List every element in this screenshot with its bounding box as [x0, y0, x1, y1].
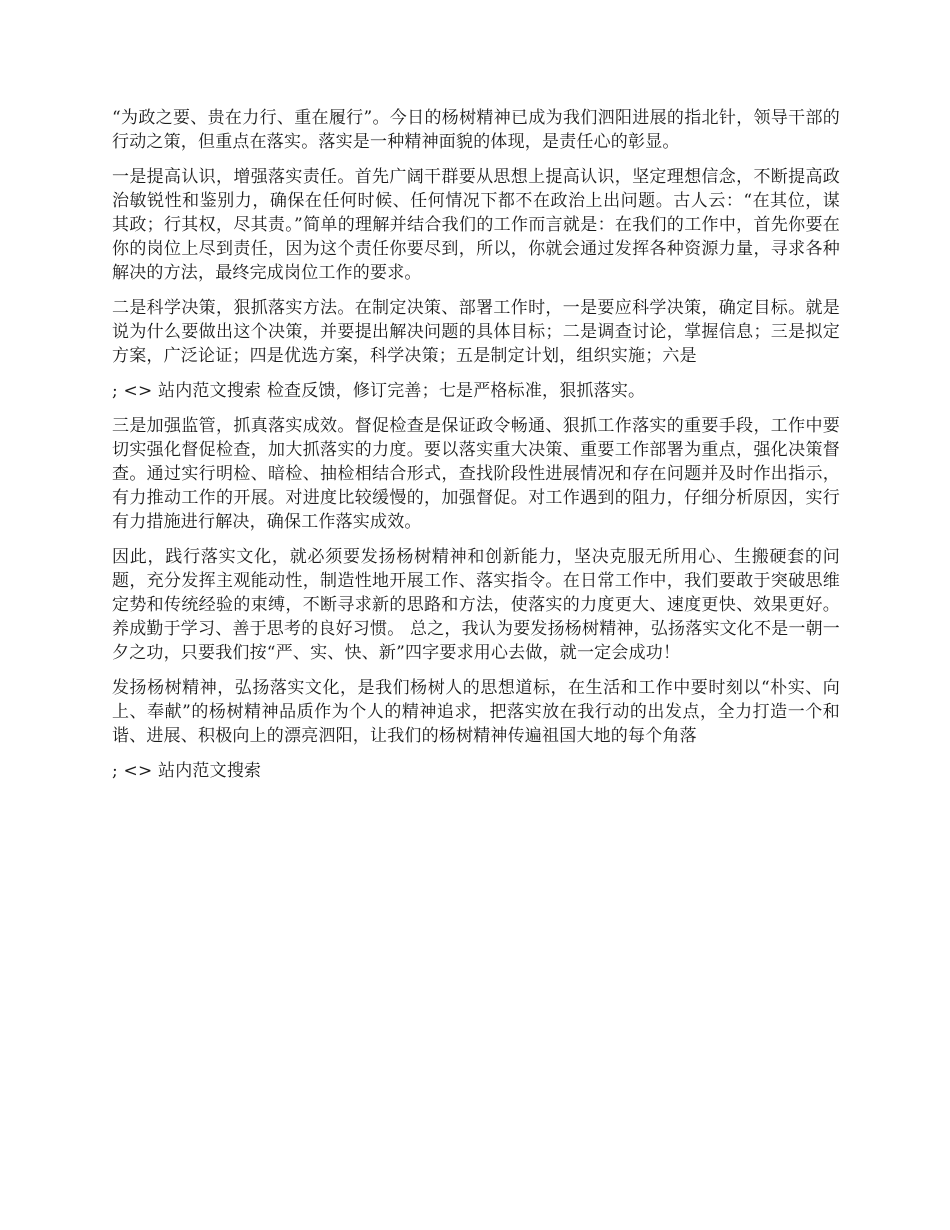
paragraph-intro: “为政之要、贵在力行、重在履行”。今日的杨树精神已成为我们泗阳进展的指北针，领导干部的行动之策，但重点在落实。落实是一种精神面貌的体现，是责任心的彰显。 — [112, 108, 840, 152]
paragraph-search-footer: ; <> 站内范文搜索 — [112, 761, 262, 781]
paragraph-conclusion: 因此，践行落实文化，就必须要发扬杨树精神和创新能力，坚决克服无所用心、生搬硬套的问题，充分发挥主观能动性，制造性地开展工作、落实指令。在日常工作中，我们要敢于突破思维定势和传统经验的束缚，不断寻求新的思路和方法，使落实的力度更大、速度更快、效果更好。养成勤于学习、善于思考的良好习惯。 总之，我认为要发扬杨树精神，弘扬落实文化不是一朝一夕之功，只要我们按“严、实、快、新”四字要求用心去做，就一定会成功！ — [112, 547, 841, 663]
paragraph-point-three: 三是加强监管，抓真落实成效。督促检查是保证政令畅通、狠抓工作落实的重要手段，工作中要切实强化督促检查，加大抓落实的力度。要以落实重大决策、重要工作部署为重点，强化决策督查。通过实行明检、暗检、抽检相结合形式，查找阶段性进展情况和存在问题并及时作出指示，有力推动工作的开展。对进度比较缓慢的，加强督促。对工作遇到的阻力，仔细分析原因，实行有力措施进行解决，确保工作落实成效。 — [112, 416, 840, 532]
document-body — [112, 106, 840, 783]
paragraph-closing: 发扬杨树精神，弘扬落实文化，是我们杨树人的思想道标，在生活和工作中要时刻以“朴实、向上、奉献”的杨树精神品质作为个人的精神追求，把落实放在我行动的出发点，全力打造一个和谐、进展、积极向上的漂亮泗阳，让我们的杨树精神传遍祖国大地的每个角落 — [112, 678, 840, 746]
paragraph-search-continuation: ; <> 站内范文搜索 检查反馈，修订完善；七是严格标准，狠抓落实。 — [112, 381, 646, 401]
paragraph-point-one: 一是提高认识，增强落实责任。首先广阔干群要从思想上提高认识，坚定理想信念，不断提高政治敏锐性和鉴别力，确保在任何时候、任何情况下都不在政治上出问题。古人云：“在其位，谋其政；行其权，尽其责。”简单的理解并结合我们的工作而言就是：在我们的工作中，首先你要在你的岗位上尽到责任，因为这个责任你要尽到，所以，你就会通过发挥各种资源力量，寻求各种解决的方法，最终完成岗位工作的要求。 — [112, 167, 840, 283]
paragraph-point-two: 二是科学决策，狠抓落实方法。在制定决策、部署工作时，一是要应科学决策，确定目标。就是说为什么要做出这个决策，并要提出解决问题的具体目标；二是调查讨论，掌握信息；三是拟定方案，广泛论证；四是优选方案，科学决策；五是制定计划，组织实施；六是 — [112, 298, 840, 366]
